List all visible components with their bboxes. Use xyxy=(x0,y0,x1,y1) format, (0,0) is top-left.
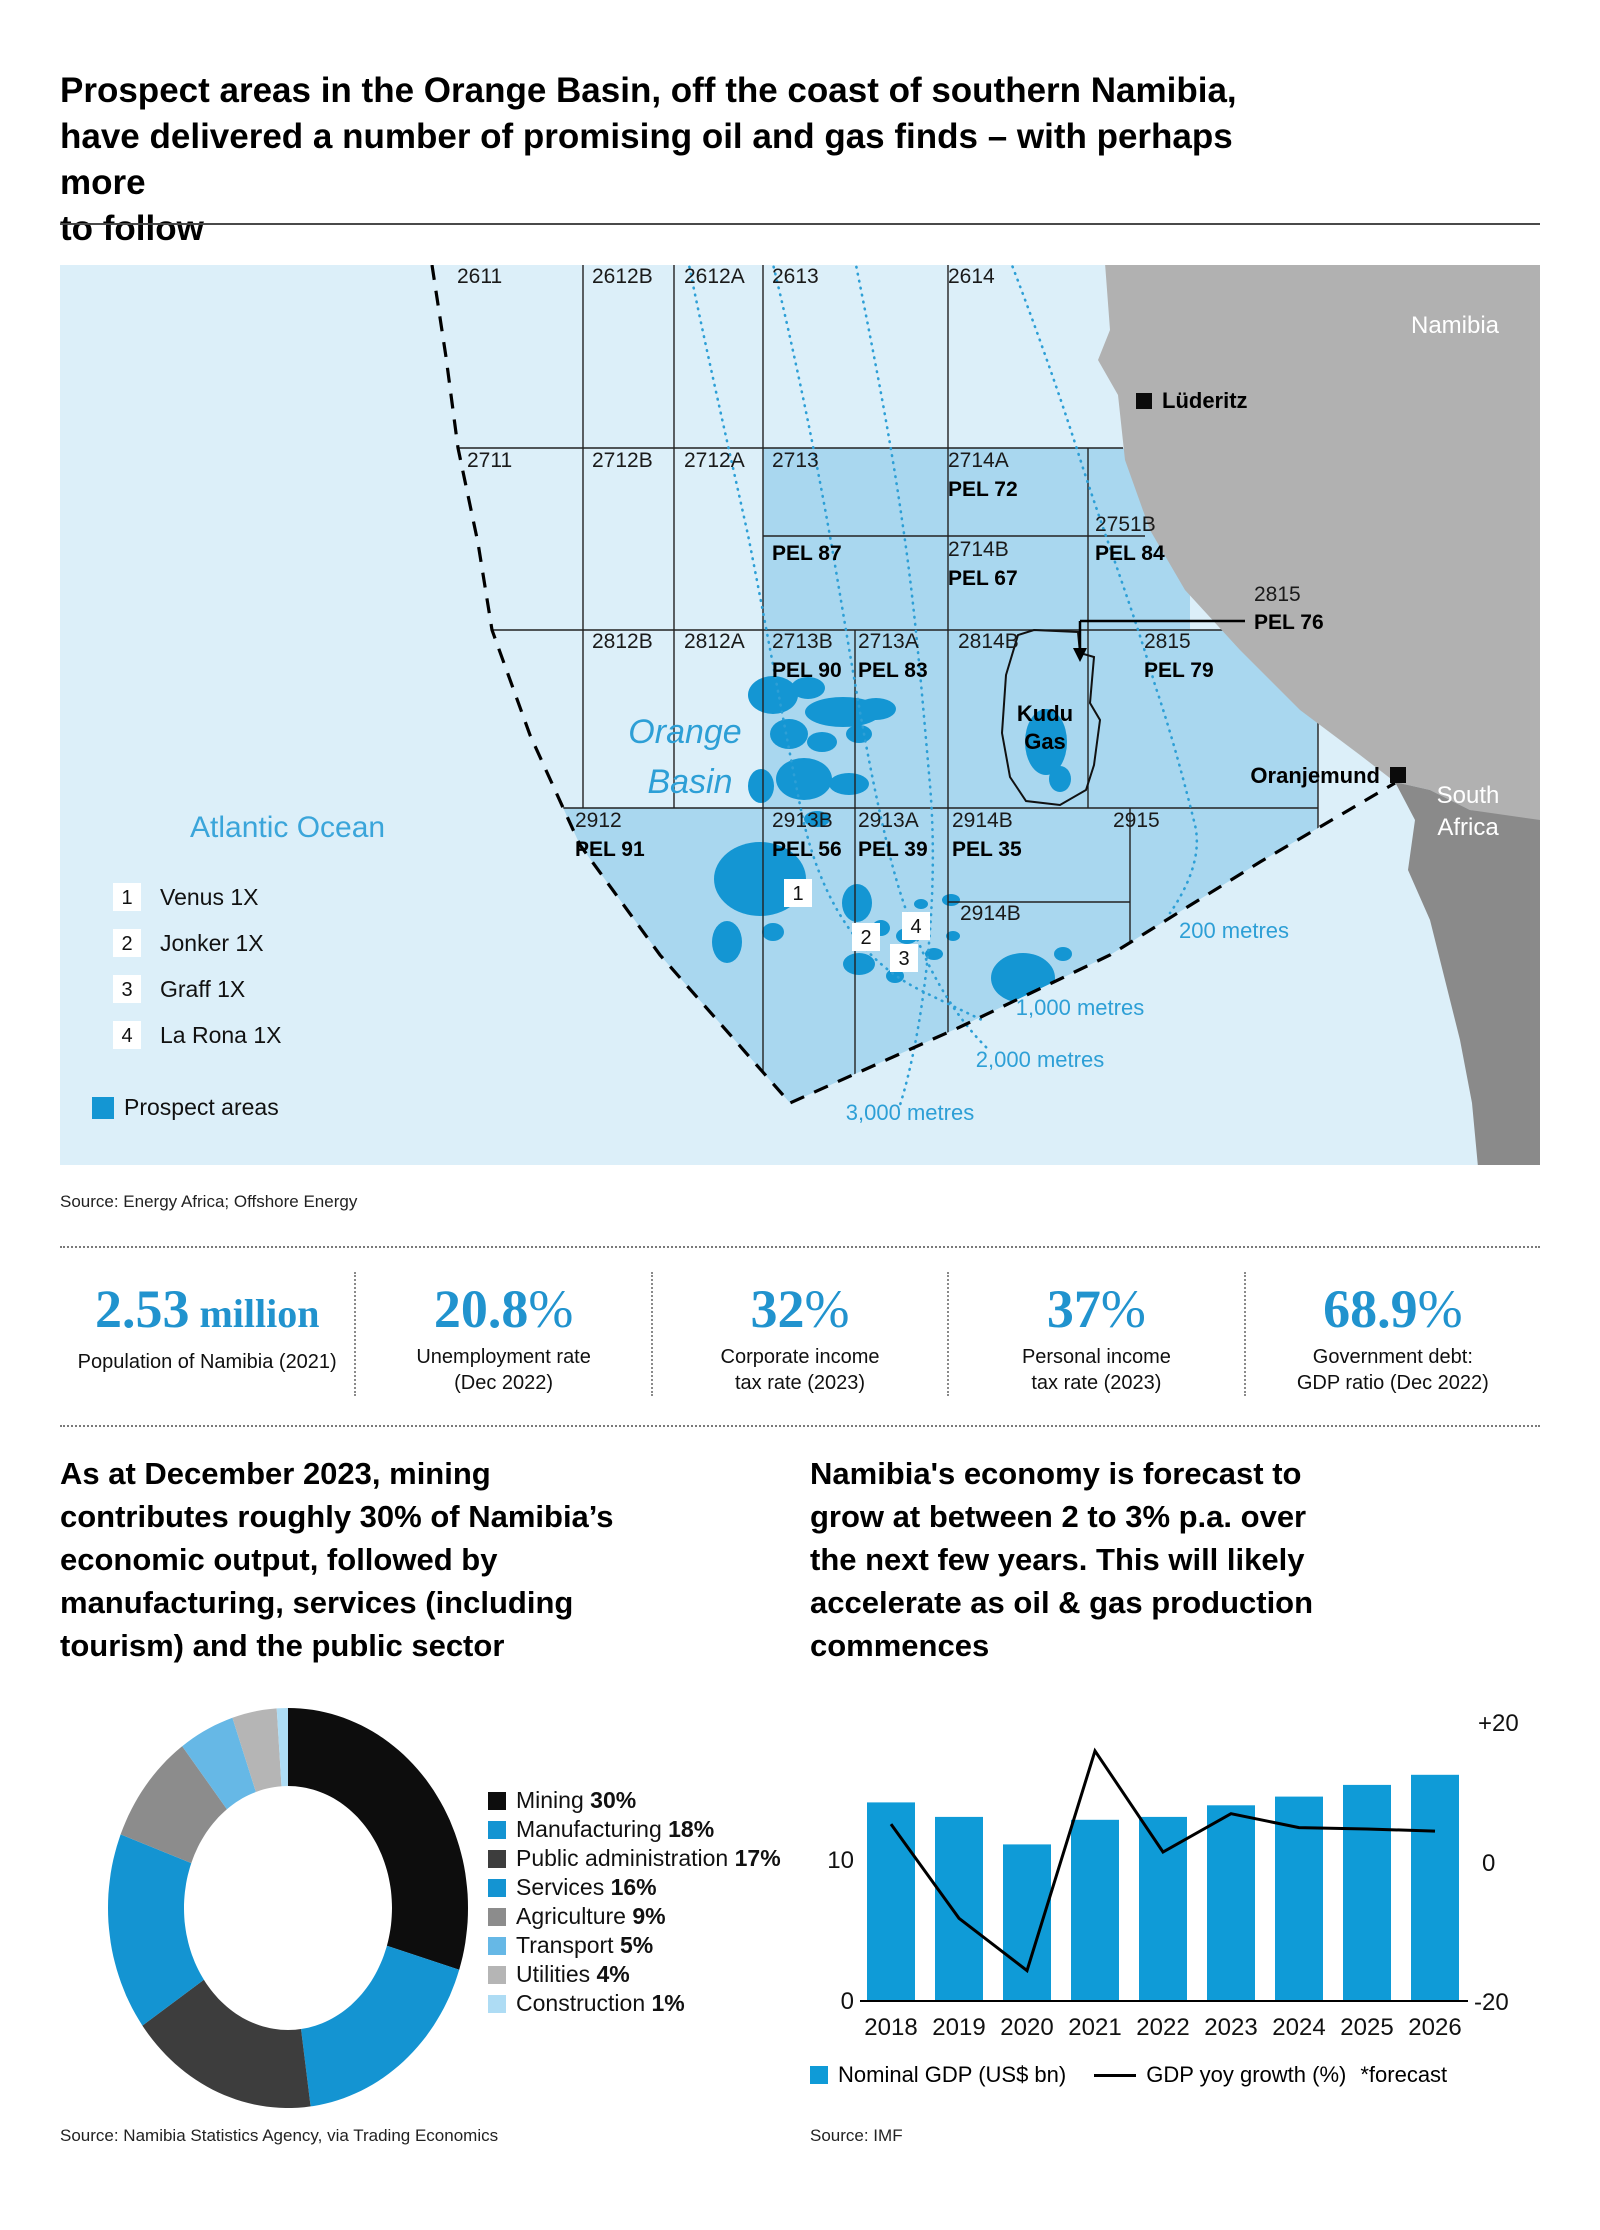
atlantic-ocean-label: Atlantic Ocean xyxy=(190,811,386,844)
prospect-area-blob xyxy=(748,769,774,803)
bar-legend-label: Nominal GDP (US$ bn) xyxy=(838,2062,1067,2087)
legend-text: Mining 30% xyxy=(516,1787,637,1813)
stat-value: 2.53 million xyxy=(94,1279,320,1339)
legend-swatch-icon xyxy=(488,1908,506,1926)
x-tick-label: 2024 xyxy=(1272,2014,1326,2041)
prospect-area-blob xyxy=(843,953,875,975)
bar-chart-svg xyxy=(810,1690,1540,2050)
stats-row xyxy=(60,1272,1540,1396)
well-legend-name: La Rona 1X xyxy=(160,1022,282,1048)
block-label-2913B: 2913B xyxy=(772,809,833,832)
economy-text-block xyxy=(810,1452,1480,1667)
donut-legend-item xyxy=(488,1815,781,1844)
depth-label: 1,000 metres xyxy=(1015,995,1145,1020)
oranjemund-label: Oranjemund xyxy=(1250,763,1380,788)
stat-label: Population of Namibia (2021) xyxy=(77,1351,337,1373)
text-line: economic output, followed by xyxy=(60,1542,498,1577)
line-legend-swatch-icon xyxy=(1094,2074,1136,2077)
prospect-area-blob xyxy=(846,725,872,743)
pel-label: PEL 79 xyxy=(1144,659,1214,682)
x-tick-label: 2020 xyxy=(1000,2014,1054,2041)
prospect-area-blob xyxy=(842,884,872,922)
prospect-area-blob xyxy=(829,773,869,795)
pel-label: PEL 39 xyxy=(858,838,928,861)
x-tick-label: 2018 xyxy=(864,2014,918,2041)
prospect-area-blob xyxy=(770,719,808,749)
legend-text: Agriculture 9% xyxy=(516,1903,666,1929)
divider-dotted-top xyxy=(60,1246,1540,1248)
right-axis-tick: 0 xyxy=(1482,1850,1496,1877)
pel-label: PEL 35 xyxy=(952,838,1022,861)
pel-label: PEL 84 xyxy=(1095,542,1165,565)
block-label-2814B: 2814B xyxy=(958,630,1019,653)
block-label-2712A: 2712A xyxy=(684,449,745,472)
well-marker-number: 2 xyxy=(860,927,872,949)
block-label-2914B: 2914B xyxy=(960,902,1021,925)
text-line: the next few years. This will likely xyxy=(810,1542,1305,1577)
pel-block-area xyxy=(763,448,948,630)
text-line: manufacturing, services (including xyxy=(60,1585,574,1620)
right-axis-tick: -20 xyxy=(1474,1989,1509,2016)
donut-source: Source: Namibia Statistics Agency, via Trading Economics xyxy=(60,2126,499,2145)
donut-legend-item xyxy=(488,1931,781,1960)
orange-basin-label: Basin xyxy=(647,763,733,801)
x-tick-label: 2025 xyxy=(1340,2014,1394,2041)
legend-text: Construction 1% xyxy=(516,1990,685,2016)
line-legend-label: GDP yoy growth (%) xyxy=(1146,2062,1347,2087)
block-label-2713B: 2713B xyxy=(772,630,833,653)
well-marker-number: 4 xyxy=(910,916,922,938)
left-axis-tick: 0 xyxy=(840,1988,854,2015)
callout-pel-label: PEL 76 xyxy=(1254,611,1324,634)
text-line: tourism) and the public sector xyxy=(60,1628,505,1663)
block-label-2612B: 2612B xyxy=(592,265,653,288)
pel-label: PEL 90 xyxy=(772,659,842,682)
block-label-2714B: 2714B xyxy=(948,538,1009,561)
donut-legend-item xyxy=(488,1960,781,1989)
divider-dotted-bottom xyxy=(60,1425,1540,1427)
bar-chart-legend xyxy=(810,2062,1447,2088)
page-title-line3: to follow xyxy=(60,209,204,248)
block-label-2613: 2613 xyxy=(772,265,819,288)
orange-basin-map xyxy=(60,265,1540,1165)
legend-swatch-icon xyxy=(488,1937,506,1955)
well-legend-name: Graff 1X xyxy=(160,976,246,1002)
block-label-2751B: 2751B xyxy=(1095,513,1156,536)
block-label-2915: 2915 xyxy=(1113,809,1160,832)
well-marker-number: 1 xyxy=(792,883,804,905)
depth-label: 2,000 metres xyxy=(975,1047,1105,1072)
stat-3 xyxy=(947,1272,1243,1396)
legend-swatch-icon xyxy=(488,1879,506,1897)
bar-source: Source: IMF xyxy=(810,2126,903,2145)
prospect-area-blob xyxy=(1054,947,1072,961)
map-svg xyxy=(60,265,1540,1165)
legend-text: Manufacturing 18% xyxy=(516,1816,715,1842)
sector-donut-chart xyxy=(60,1700,530,2110)
well-legend-number: 3 xyxy=(121,979,133,1001)
kudu-gas-label: Gas xyxy=(1024,729,1066,754)
legend-swatch-icon xyxy=(488,1966,506,1984)
gdp-bar-2021 xyxy=(1071,1820,1119,2001)
gdp-bar-2022 xyxy=(1139,1817,1187,2001)
prospect-area-blob xyxy=(807,732,837,752)
well-legend-number: 2 xyxy=(121,933,133,955)
stat-label: Government debt: GDP ratio (Dec 2022) xyxy=(1296,1346,1489,1394)
donut-legend-item xyxy=(488,1786,781,1815)
gdp-bar-2019 xyxy=(935,1817,983,2001)
gdp-bar-2023 xyxy=(1207,1805,1255,2001)
text-line: Namibia's economy is forecast to xyxy=(810,1456,1302,1491)
block-label-2611: 2611 xyxy=(457,265,503,288)
gdp-bar-chart xyxy=(810,1690,1540,2050)
pel-label: PEL 87 xyxy=(772,542,842,565)
depth-label: 3,000 metres xyxy=(845,1100,975,1125)
block-label-2912: 2912 xyxy=(575,809,622,832)
stat-value: 32% xyxy=(750,1279,850,1339)
x-tick-label: 2022 xyxy=(1136,2014,1190,2041)
callout-block-label: 2815 xyxy=(1254,583,1301,606)
pel-label: PEL 72 xyxy=(948,478,1018,501)
well-legend-name: Jonker 1X xyxy=(160,930,264,956)
text-line: accelerate as oil & gas production xyxy=(810,1585,1314,1620)
block-label-2614: 2614 xyxy=(948,265,995,288)
block-label-2713A: 2713A xyxy=(858,630,919,653)
block-label-2812B: 2812B xyxy=(592,630,653,653)
text-line: commences xyxy=(810,1628,990,1663)
namibia-label: Namibia xyxy=(1410,312,1500,339)
text-line: grow at between 2 to 3% p.a. over xyxy=(810,1499,1307,1534)
stat-label: Corporate income tax rate (2023) xyxy=(720,1346,880,1394)
block-label-2713: 2713 xyxy=(772,449,819,472)
page-title-line1: Prospect areas in the Orange Basin, off the coast of southern Namibia, xyxy=(60,71,1237,110)
pel-label: PEL 56 xyxy=(772,838,842,861)
donut-slice-manufacturing xyxy=(301,1946,459,2107)
title-divider xyxy=(60,223,1540,225)
block-label-2812A: 2812A xyxy=(684,630,745,653)
donut-legend-item xyxy=(488,1989,781,2018)
forecast-note: *forecast xyxy=(1360,2062,1448,2087)
orange-basin-label: Orange xyxy=(628,713,742,751)
prospect-area-blob xyxy=(762,923,784,941)
gdp-bar-2020 xyxy=(1003,1844,1051,2001)
prospect-area-blob xyxy=(942,894,960,906)
stat-1 xyxy=(354,1272,650,1396)
legend-text: Public administration 17% xyxy=(516,1845,781,1871)
well-marker-number: 3 xyxy=(898,948,910,970)
left-axis-tick: 10 xyxy=(827,1847,854,1874)
prospect-area-blob xyxy=(856,698,896,720)
oranjemund-marker xyxy=(1390,767,1406,783)
text-line: contributes roughly 30% of Namibia’s xyxy=(60,1499,614,1534)
stat-value: 20.8% xyxy=(433,1279,574,1339)
well-legend-number: 1 xyxy=(121,887,133,909)
donut-legend-item xyxy=(488,1902,781,1931)
luderitz-label: Lüderitz xyxy=(1162,388,1248,413)
stat-value: 68.9% xyxy=(1323,1279,1463,1339)
donut-legend-item xyxy=(488,1844,781,1873)
block-label-2914B: 2914B xyxy=(952,809,1013,832)
bar-legend-swatch-icon xyxy=(810,2066,828,2084)
legend-text: Utilities 4% xyxy=(516,1961,630,1987)
prospect-legend-label: Prospect areas xyxy=(124,1094,279,1120)
kudu-gas-label: Kudu xyxy=(1016,701,1074,726)
prospect-area-blob xyxy=(712,921,742,963)
legend-swatch-icon xyxy=(488,1821,506,1839)
well-legend-number: 4 xyxy=(121,1025,133,1047)
gdp-bar-2026 xyxy=(1411,1775,1459,2001)
donut-slice-mining xyxy=(288,1708,468,1970)
x-tick-label: 2019 xyxy=(932,2014,986,2041)
block-label-2714A: 2714A xyxy=(948,449,1009,472)
donut-legend xyxy=(488,1786,781,2018)
prospect-legend-swatch xyxy=(92,1097,114,1119)
luderitz-marker xyxy=(1136,393,1152,409)
stat-0 xyxy=(60,1272,354,1396)
x-tick-label: 2026 xyxy=(1408,2014,1462,2041)
gdp-bar-2018 xyxy=(867,1802,915,2001)
x-tick-label: 2023 xyxy=(1204,2014,1258,2041)
block-label-2815: 2815 xyxy=(1144,630,1191,653)
south-africa-label: Africa xyxy=(1437,814,1499,841)
page-title-line2: have delivered a number of promising oil and gas finds – with perhaps more xyxy=(60,117,1233,202)
stat-label: Personal income tax rate (2023) xyxy=(1021,1346,1171,1394)
stat-label: Unemployment rate (Dec 2022) xyxy=(416,1346,591,1394)
gdp-bar-2025 xyxy=(1343,1785,1391,2001)
map-source: Source: Energy Africa; Offshore Energy xyxy=(60,1192,358,1211)
pel-label: PEL 67 xyxy=(948,567,1018,590)
mining-text-block xyxy=(60,1452,730,1667)
legend-text: Services 16% xyxy=(516,1874,657,1900)
pel-label: PEL 83 xyxy=(858,659,928,682)
pel-label: PEL 91 xyxy=(575,838,645,861)
stat-2 xyxy=(651,1272,947,1396)
legend-text: Transport 5% xyxy=(516,1932,654,1958)
donut-svg xyxy=(60,1700,530,2110)
prospect-area-blob xyxy=(776,758,832,800)
prospect-area-blob xyxy=(1049,766,1071,792)
prospect-area-blob xyxy=(914,899,928,909)
text-line: As at December 2023, mining xyxy=(60,1456,491,1491)
depth-label: 200 metres xyxy=(1178,918,1290,943)
south-africa-label: South xyxy=(1436,782,1500,809)
block-label-2711: 2711 xyxy=(467,449,513,472)
x-tick-label: 2021 xyxy=(1068,2014,1122,2041)
right-axis-tick: +20 xyxy=(1478,1710,1519,1737)
legend-swatch-icon xyxy=(488,1850,506,1868)
legend-swatch-icon xyxy=(488,1995,506,2013)
well-legend-name: Venus 1X xyxy=(160,884,259,910)
block-label-2913A: 2913A xyxy=(858,809,919,832)
donut-legend-item xyxy=(488,1873,781,1902)
block-label-2712B: 2712B xyxy=(592,449,653,472)
block-label-2612A: 2612A xyxy=(684,265,745,288)
legend-swatch-icon xyxy=(488,1792,506,1810)
stat-4 xyxy=(1244,1272,1540,1396)
stat-value: 37% xyxy=(1046,1279,1146,1339)
